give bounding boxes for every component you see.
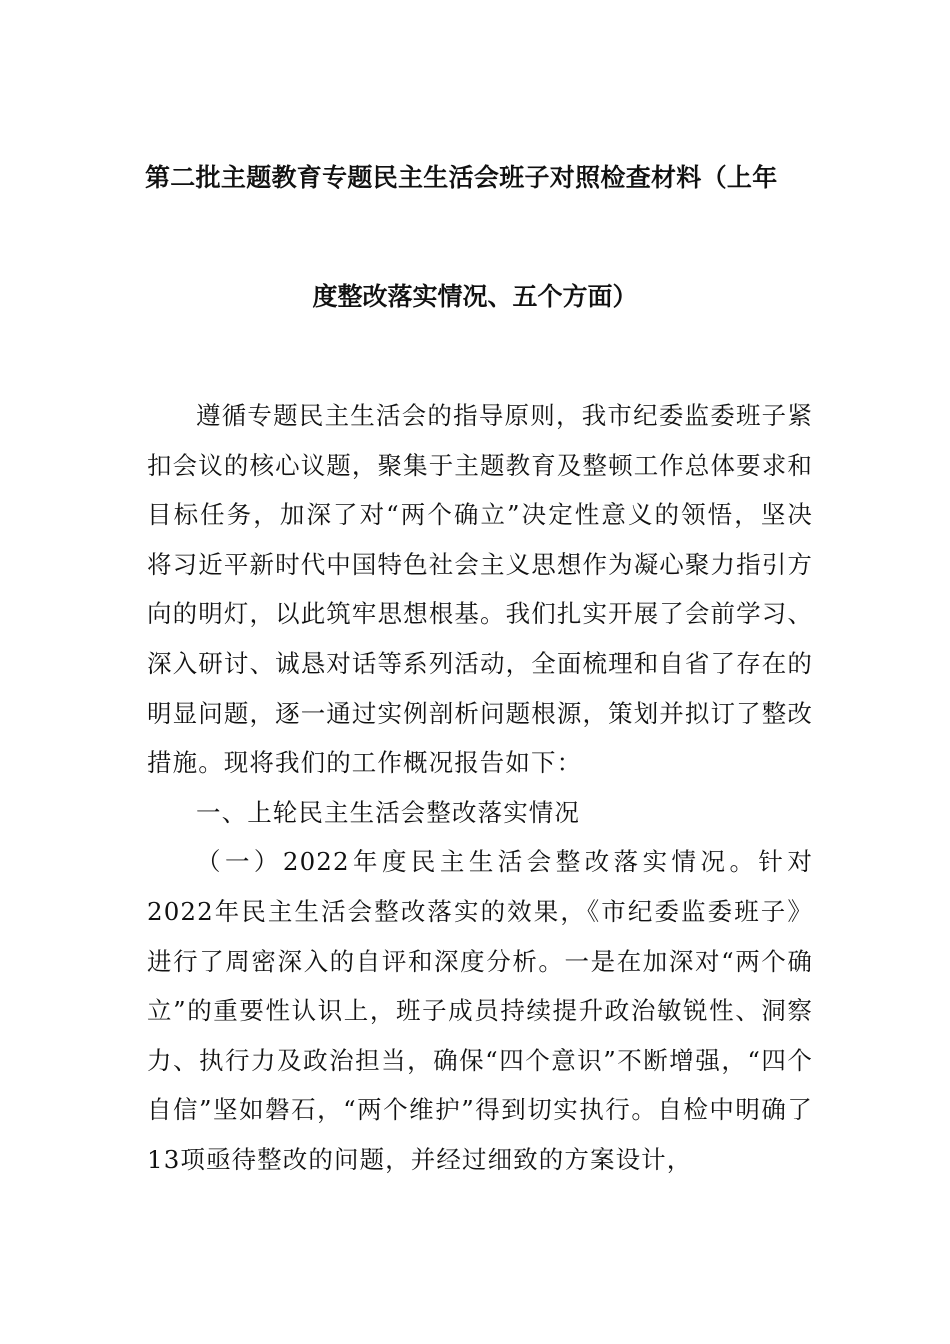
intro-paragraph: 遵循专题民主生活会的指导原则，我市纪委监委班子紧扣会议的核心议题，聚集于主题教育及整顿工作总体要求和目标任务，加深了对“两个确立”决定性意义的领悟，坚决将习近平新时代中国特色社会主义思想作为凝心聚力指引方向的明灯，以此筑牢思想根基。我们扎实开展了会前学习、深入研讨、诚恳对话等系列活动，全面梳理和自省了存在的明显问题，逐一通过实例剖析问题根源，策划并拟订了整改措施。现将我们的工作概况报告如下：	[147, 401, 813, 778]
document-title-line-1: 第二批主题教育专题民主生活会班子对照检查材料（上年	[145, 163, 778, 192]
document-title-line-2: 度整改落实情况、五个方面）	[312, 282, 638, 311]
section-1-heading: 一、上轮民主生活会整改落实情况	[196, 797, 580, 827]
section-1-paragraph: （一）2022年度民主生活会整改落实情况。针对2022年民主生活会整改落实的效果，《市纪委监委班子》进行了周密深入的自评和深度分析。一是在加深对“两个确立”的重要性认识上，班子成员持续提升政治敏锐性、洞察力、执行力及政治担当，确保“四个意识”不断增强，“四个自信”坚如磐石，“两个维护”得到切实执行。自检中明确了13项亟待整改的问题，并经过细致的方案设计，	[147, 847, 813, 1174]
document-body	[147, 391, 813, 1185]
